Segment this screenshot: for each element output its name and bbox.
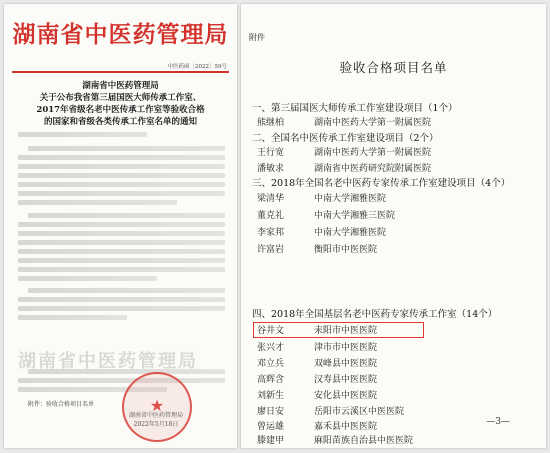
body-text-line [18, 173, 225, 178]
doc-number: 中医药函〔2022〕59号 [167, 64, 227, 70]
expert-name: 李家邦 [257, 228, 285, 238]
body-text-line [18, 249, 225, 254]
body-text-line [18, 378, 225, 383]
official-seal [122, 372, 192, 442]
red-divider [12, 71, 229, 73]
expert-name: 谷井文 [257, 326, 285, 336]
hospital-name: 嘉禾县中医医院 [314, 422, 378, 432]
hospital-name: 中南大学湘雅医院 [314, 194, 387, 204]
expert-name: 张兴才 [257, 343, 285, 353]
body-text-line [18, 155, 225, 160]
section-heading: 二、全国名中医传承工作室建设项目（2个） [252, 133, 439, 144]
expert-name: 潘敏求 [257, 164, 285, 174]
hospital-name: 耒阳市中医医院 [314, 326, 378, 336]
hospital-name: 湖南中医药大学第一附属医院 [314, 118, 432, 128]
body-text-line [18, 231, 225, 236]
expert-name: 廖日安 [257, 407, 285, 417]
expert-name: 董克礼 [257, 211, 285, 221]
body-text-line [18, 191, 225, 196]
expert-name: 梁清华 [257, 194, 285, 204]
body-text-line [18, 222, 225, 227]
section-heading: 一、第三届国医大师传承工作室建设项目（1个） [252, 103, 458, 114]
seal-organization: 湖南省中医药管理局 [128, 412, 183, 419]
expert-name: 王行宽 [257, 148, 285, 158]
notice-title-line: 关于公布我省第三届国医大师传承工作室、 [39, 93, 202, 103]
expert-name: 曾运雄 [257, 422, 285, 432]
body-text-line [18, 297, 225, 302]
hospital-name: 双峰县中医医院 [314, 359, 378, 369]
notice-title-line: 湖南省中医药管理局 [82, 81, 159, 91]
body-text-line [18, 132, 147, 137]
hospital-name: 安化县中医医院 [314, 391, 378, 401]
hospital-name: 衡阳市中医医院 [314, 245, 378, 255]
body-text-line [18, 164, 225, 169]
hospital-name: 中南大学湘雅三医院 [314, 211, 396, 221]
hospital-name: 湖南中医药大学第一附属医院 [314, 148, 432, 158]
letterhead: 湖南省中医药管理局 [12, 21, 229, 48]
list-title: 验收合格项目名单 [339, 60, 448, 75]
body-text-line [18, 182, 225, 187]
expert-name: 刘新生 [257, 391, 285, 401]
attachment-page [241, 4, 546, 448]
body-text-line [18, 258, 225, 263]
body-text-line [18, 276, 157, 281]
body-text-line [28, 213, 225, 218]
hospital-name: 麻阳苗族自治县中医医院 [314, 436, 414, 446]
notice-title [14, 80, 227, 128]
hospital-name: 津市市中医医院 [314, 343, 378, 353]
hospital-name: 岳阳市云溪区中医医院 [314, 407, 405, 417]
hospital-name: 湖南省中医药研究院附属医院 [314, 164, 432, 174]
expert-name: 滕建甲 [257, 436, 285, 446]
body-text-line [28, 288, 225, 293]
body-text-line [28, 146, 225, 151]
expert-name: 熊继柏 [257, 118, 285, 128]
body-text-line [18, 315, 127, 320]
hospital-name: 中南大学湘雅医院 [314, 228, 387, 238]
body-text-line [18, 240, 225, 245]
attachment-note: 附件：验收合格项目名单 [28, 401, 95, 408]
expert-name: 高辉含 [257, 375, 285, 385]
watermark: 湖南省中医药管理局 [18, 351, 198, 372]
attachment-label: 附件 [249, 33, 265, 42]
notice-page [4, 4, 237, 448]
body-text-line [18, 306, 225, 311]
section-heading: 四、2018年全国基层名老中医药专家传承工作室（14个） [252, 309, 498, 320]
notice-title-line: 的国家和省级各类传承工作室名单的通知 [43, 117, 197, 127]
notice-title-line: 2017年省级名老中医传承工作室等验收合格 [36, 105, 205, 115]
seal-date: 2022年5月18日 [133, 421, 179, 428]
section-heading: 三、2018年全国名老中医药专家传承工作室建设项目（4个） [252, 178, 511, 189]
hospital-name: 汉寿县中医医院 [314, 375, 378, 385]
expert-name: 许富岩 [257, 245, 285, 255]
body-text-line [18, 200, 177, 205]
page-number: —3— [486, 417, 510, 427]
seal-star-icon: ★ [149, 396, 165, 415]
expert-name: 邓立兵 [257, 359, 285, 369]
body-text-line [18, 267, 225, 272]
